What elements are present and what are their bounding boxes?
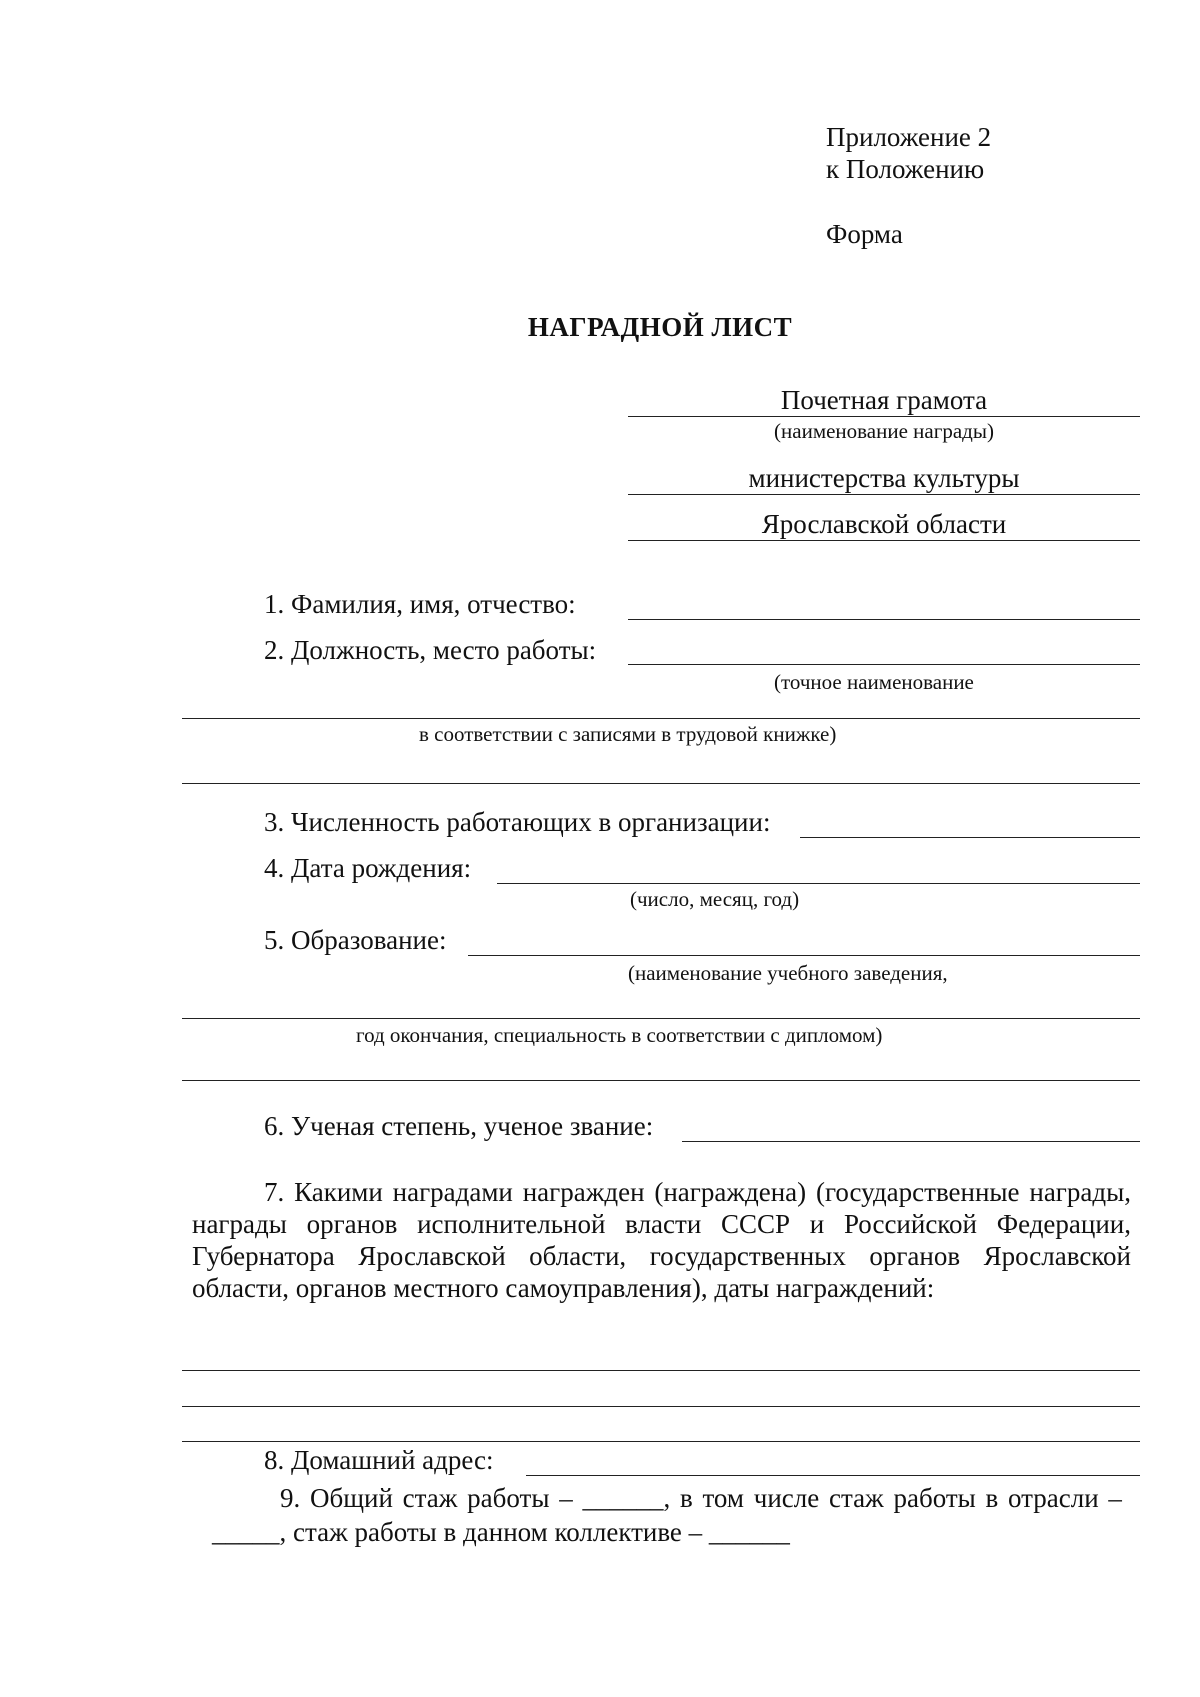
home-address-field[interactable] [526, 1475, 1140, 1476]
award-name-field-line[interactable] [628, 416, 1140, 417]
award-name-line2: министерства культуры [748, 463, 1020, 493]
award-name-line1: Почетная грамота [780, 385, 988, 415]
home-address-label: 8. Домашний адрес: [264, 1445, 494, 1475]
awards-question-text: 7. Какими наградами награжден (награждена) (государственные награды, награды органов исполнительной власти СССР и Российской Федерации, Губернатора Ярославской области, государственных органов Ярославской области, органов местного самоуправления), даты награждений: [192, 1177, 1131, 1303]
award-name-caption: (наименование награды) [774, 419, 994, 443]
employee-count-field[interactable] [800, 837, 1140, 838]
birth-date-field[interactable] [497, 883, 1140, 884]
full-name-label: 1. Фамилия, имя, отчество: [264, 589, 576, 619]
work-experience-line-1: 9. Общий стаж работы – ______, в том числе стаж работы в отрасли – [280, 1483, 1122, 1513]
position-field[interactable] [628, 664, 1140, 665]
position-caption-2: в соответствии с записями в трудовой книжке) [419, 722, 837, 746]
form-label: Форма [826, 219, 903, 249]
awards-field-line-3[interactable] [182, 1441, 1140, 1442]
award-name-field-line-2[interactable] [628, 494, 1140, 495]
education-caption-2: год окончания, специальность в соответствии с дипломом) [356, 1023, 883, 1047]
birth-date-label: 4. Дата рождения: [264, 853, 472, 883]
position-field-line-2[interactable] [182, 718, 1140, 719]
employee-count-label: 3. Численность работающих в организации: [264, 807, 771, 837]
awards-question-paragraph [192, 1176, 1131, 1304]
work-experience-line-2: _____, стаж работы в данном коллективе – ______ [212, 1517, 790, 1547]
award-name-field-line-3[interactable] [628, 540, 1140, 541]
appendix-label: Приложение 2 [826, 122, 992, 152]
academic-degree-label: 6. Ученая степень, ученое звание: [264, 1111, 654, 1141]
position-field-line-3[interactable] [182, 783, 1140, 784]
position-label: 2. Должность, место работы: [264, 635, 597, 665]
document-title: НАГРАДНОЙ ЛИСТ [527, 312, 793, 342]
birth-date-caption: (число, месяц, год) [630, 887, 800, 911]
awards-field-line-1[interactable] [182, 1370, 1140, 1371]
education-field[interactable] [468, 955, 1140, 956]
education-field-line-2[interactable] [182, 1018, 1140, 1019]
regulation-label: к Положению [826, 154, 985, 184]
education-label: 5. Образование: [264, 925, 447, 955]
education-field-line-3[interactable] [182, 1080, 1140, 1081]
education-caption-1: (наименование учебного заведения, [628, 961, 948, 985]
award-name-line3: Ярославской области [761, 509, 1007, 539]
full-name-field[interactable] [628, 619, 1140, 620]
academic-degree-field[interactable] [682, 1141, 1140, 1142]
awards-field-line-2[interactable] [182, 1406, 1140, 1407]
position-caption-1: (точное наименование [774, 670, 974, 694]
